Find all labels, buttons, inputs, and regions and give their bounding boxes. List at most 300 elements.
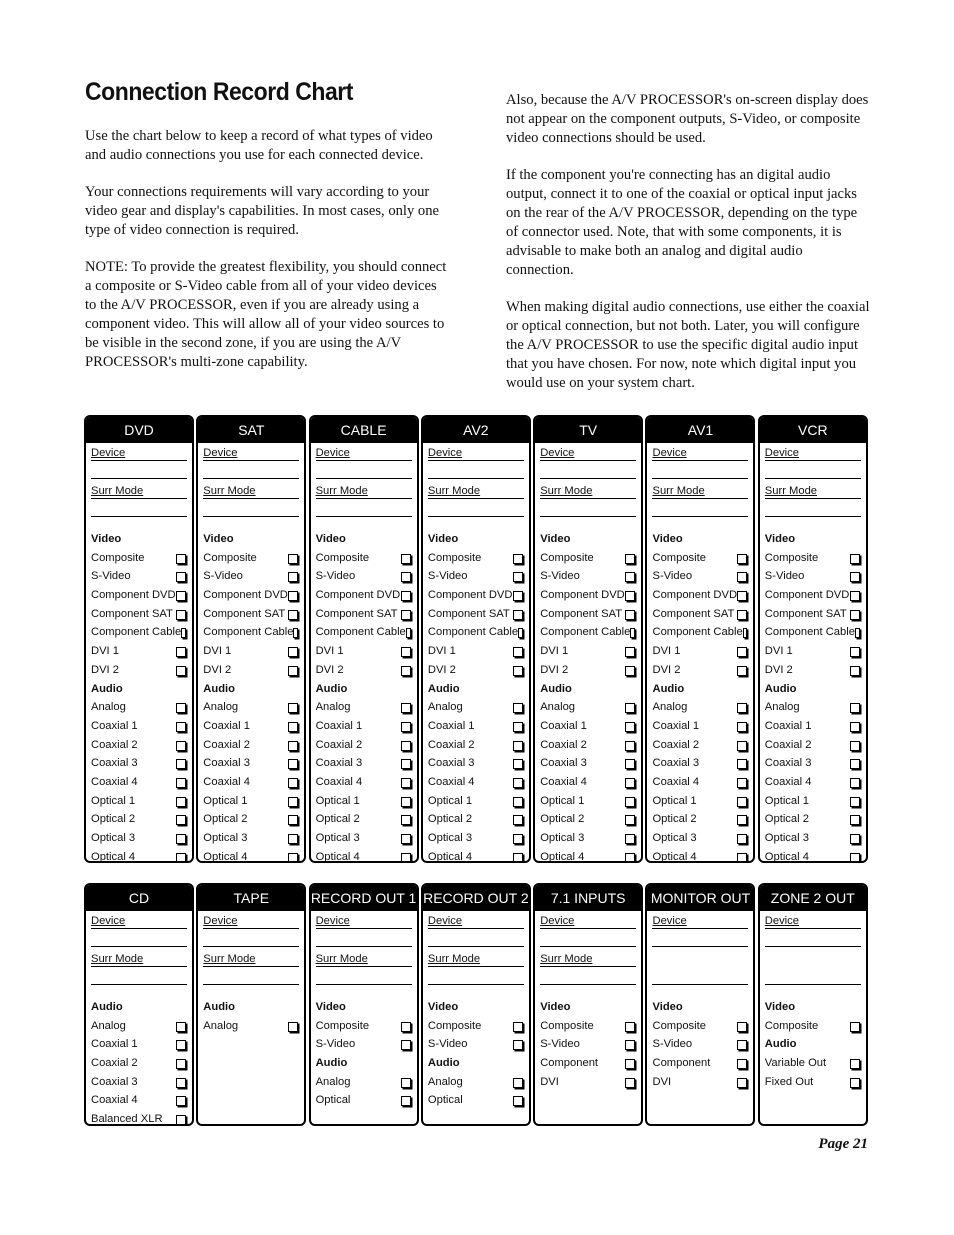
checklist-item — [765, 605, 861, 624]
checkbox[interactable] — [625, 703, 635, 713]
item-label: Analog — [91, 701, 126, 714]
item-label: Analog — [203, 701, 239, 714]
checkbox[interactable] — [513, 1040, 523, 1050]
entry-field[interactable] — [203, 443, 299, 481]
checkbox[interactable] — [737, 666, 747, 676]
item-label: Coaxial 4 — [91, 1094, 138, 1107]
checkbox[interactable] — [850, 647, 860, 657]
checklist-item — [91, 1017, 187, 1036]
checkbox[interactable] — [401, 778, 411, 788]
checklist-item — [316, 623, 412, 642]
section-heading: Video — [203, 533, 234, 545]
checkbox[interactable] — [625, 815, 635, 825]
entry-field[interactable] — [765, 911, 861, 949]
checkbox[interactable] — [625, 741, 635, 751]
checkbox[interactable] — [625, 666, 635, 676]
checklist-item — [765, 1017, 861, 1036]
checklist-item — [652, 810, 748, 829]
entry-field[interactable] — [316, 481, 412, 519]
checkbox[interactable] — [630, 628, 635, 638]
checkbox[interactable] — [288, 703, 298, 713]
checkbox[interactable] — [176, 1022, 186, 1032]
entry-field[interactable] — [91, 481, 187, 519]
entry-field[interactable] — [203, 911, 299, 949]
entry-field[interactable] — [540, 481, 636, 519]
checkbox[interactable] — [850, 759, 860, 769]
entry-field[interactable] — [316, 949, 412, 987]
checkbox[interactable] — [513, 572, 523, 582]
checkbox[interactable] — [176, 1096, 186, 1106]
item-label: Coaxial 3 — [91, 1075, 138, 1088]
checkbox[interactable] — [625, 554, 635, 564]
checkbox[interactable] — [288, 815, 298, 825]
item-label: Composite — [203, 551, 257, 564]
checkbox[interactable] — [850, 853, 860, 863]
checklist-item — [540, 848, 636, 863]
checklist-item — [316, 754, 412, 773]
device-panel — [84, 415, 194, 863]
entry-field[interactable] — [203, 949, 299, 987]
item-label: Coaxial 3 — [652, 757, 700, 770]
checkbox[interactable] — [176, 1115, 186, 1125]
checkbox[interactable] — [513, 853, 523, 863]
item-label: Coaxial 2 — [427, 738, 475, 751]
checkbox[interactable] — [625, 778, 635, 788]
checklist-item — [428, 698, 524, 717]
checkbox[interactable] — [288, 572, 298, 582]
checkbox[interactable] — [176, 759, 186, 769]
checkbox[interactable] — [850, 703, 860, 713]
entry-field[interactable] — [540, 911, 636, 949]
checkbox[interactable] — [850, 1059, 860, 1069]
checkbox[interactable] — [737, 1078, 747, 1088]
field-label: Device — [764, 915, 799, 927]
checkbox[interactable] — [625, 1022, 635, 1032]
checkbox[interactable] — [288, 554, 298, 564]
checkbox[interactable] — [176, 741, 186, 751]
checklist-item — [203, 642, 299, 661]
section-heading: Video — [315, 533, 346, 545]
checkbox[interactable] — [737, 722, 747, 732]
checklist-item — [91, 1110, 187, 1126]
checkbox[interactable] — [737, 815, 747, 825]
item-label: Composite — [427, 551, 482, 564]
entry-field[interactable] — [652, 443, 748, 481]
checklist-item — [428, 1091, 524, 1110]
checkbox[interactable] — [176, 834, 186, 844]
item-label: Component SAT — [652, 607, 735, 620]
checkbox[interactable] — [288, 853, 298, 863]
checklist-item — [316, 829, 412, 848]
panel-body — [198, 911, 304, 1035]
checklist-item — [652, 736, 748, 755]
checkbox[interactable] — [176, 1059, 186, 1069]
checklist-item — [428, 754, 524, 773]
item-label: Optical 4 — [764, 850, 809, 863]
checkbox[interactable] — [288, 797, 298, 807]
checkbox[interactable] — [625, 572, 635, 582]
checkbox[interactable] — [176, 647, 186, 657]
checkbox[interactable] — [513, 591, 523, 601]
write-line — [203, 516, 299, 517]
entry-field[interactable] — [91, 911, 187, 949]
entry-field[interactable] — [316, 911, 412, 949]
paragraph: If the component you're connecting has an digital audio output, connect it to one of the coaxial or optical input jacks on the rear of the A/V PROCESSOR, depending on the type of connector used. Note, that with some components, it is advisable to make both an analog and digital audio connection. — [506, 167, 858, 278]
checkbox[interactable] — [401, 759, 411, 769]
entry-field[interactable] — [203, 481, 299, 519]
checklist-item — [91, 1035, 187, 1054]
checkbox[interactable] — [401, 1022, 411, 1032]
checklist-item — [428, 605, 524, 624]
item-label: Optical 3 — [315, 832, 360, 844]
panel-body — [647, 911, 753, 1091]
checkbox[interactable] — [625, 647, 635, 657]
checklist-item — [765, 754, 861, 773]
checkbox[interactable] — [401, 647, 411, 657]
checkbox[interactable] — [288, 591, 298, 601]
item-label: Optical 3 — [540, 832, 585, 844]
checkbox[interactable] — [513, 741, 523, 751]
item-label: DVI — [540, 1075, 559, 1088]
checklist-item — [428, 848, 524, 863]
write-line — [652, 946, 748, 947]
checklist-item — [91, 1073, 187, 1092]
checkbox[interactable] — [625, 722, 635, 732]
entry-field[interactable] — [540, 443, 636, 481]
item-label: Component — [540, 1057, 599, 1070]
entry-field[interactable] — [652, 481, 748, 519]
write-line — [428, 946, 524, 947]
spacer — [652, 986, 748, 998]
checklist-item — [428, 586, 524, 605]
spacer — [316, 518, 412, 530]
write-line — [91, 984, 187, 985]
checkbox[interactable] — [737, 610, 747, 620]
checklist-item — [316, 1035, 412, 1054]
section-heading: Audio — [427, 682, 460, 695]
checkbox[interactable] — [737, 554, 747, 564]
checkbox[interactable] — [401, 1096, 411, 1106]
checkbox[interactable] — [737, 853, 747, 863]
checklist-item — [428, 623, 524, 642]
field-label: Device — [652, 447, 687, 459]
write-line — [765, 946, 861, 947]
checkbox[interactable] — [401, 591, 411, 601]
entry-field[interactable] — [765, 443, 861, 481]
entry-field[interactable] — [652, 911, 748, 949]
checklist-item — [540, 661, 636, 680]
checkbox[interactable] — [737, 1040, 747, 1050]
checklist-item — [91, 810, 187, 829]
panel-header: DVD — [86, 417, 192, 443]
checkbox[interactable] — [176, 1040, 186, 1050]
checkbox[interactable] — [288, 834, 298, 844]
spacer — [316, 986, 412, 998]
write-line — [652, 498, 748, 499]
checkbox[interactable] — [176, 1078, 186, 1088]
checkbox[interactable] — [176, 572, 186, 582]
checkbox[interactable] — [737, 741, 747, 751]
checkbox[interactable] — [513, 554, 523, 564]
checkbox[interactable] — [625, 834, 635, 844]
checklist-item — [765, 848, 861, 863]
item-label: S-Video — [91, 570, 131, 583]
item-label: Analog — [427, 1075, 463, 1088]
checkbox[interactable] — [850, 834, 860, 844]
checkbox[interactable] — [850, 554, 860, 564]
item-label: Coaxial 1 — [315, 719, 363, 732]
checkbox[interactable] — [513, 610, 523, 620]
item-label: Optical 2 — [652, 813, 697, 826]
checkbox[interactable] — [737, 834, 747, 844]
checkbox[interactable] — [401, 554, 411, 564]
checklist-item — [765, 773, 861, 792]
entry-field[interactable] — [91, 949, 187, 987]
checkbox[interactable] — [737, 591, 747, 601]
checkbox[interactable] — [850, 797, 860, 807]
checklist-item — [91, 549, 187, 568]
checkbox[interactable] — [513, 778, 523, 788]
write-line — [428, 928, 524, 929]
checkbox[interactable] — [176, 815, 186, 825]
checkbox[interactable] — [625, 591, 635, 601]
item-label: Component Cable — [203, 626, 294, 639]
checkbox[interactable] — [737, 759, 747, 769]
checkbox[interactable] — [513, 815, 523, 825]
item-label: Component SAT — [91, 607, 173, 620]
checkbox[interactable] — [288, 647, 298, 657]
checkbox[interactable] — [850, 572, 860, 582]
device-panel — [645, 415, 755, 863]
checkbox[interactable] — [401, 1040, 411, 1050]
checkbox[interactable] — [737, 797, 747, 807]
checkbox[interactable] — [513, 797, 523, 807]
checkbox[interactable] — [401, 722, 411, 732]
panel-body — [311, 443, 417, 863]
checkbox[interactable] — [518, 628, 523, 638]
panel-header: ZONE 2 OUT — [760, 885, 866, 911]
checkbox[interactable] — [737, 1059, 747, 1069]
checkbox[interactable] — [850, 741, 860, 751]
checkbox[interactable] — [513, 759, 523, 769]
checkbox[interactable] — [850, 610, 860, 620]
entry-field[interactable] — [316, 443, 412, 481]
checkbox[interactable] — [401, 815, 411, 825]
item-label: Component — [652, 1057, 711, 1070]
device-panel — [758, 883, 868, 1126]
item-label: Coaxial 3 — [315, 757, 363, 770]
checklist-item — [428, 642, 524, 661]
checkbox[interactable] — [176, 666, 186, 676]
panel-header: RECORD OUT 1 — [311, 885, 417, 911]
checkbox[interactable] — [401, 797, 411, 807]
item-label: DVI 2 — [652, 663, 681, 676]
checkbox[interactable] — [401, 741, 411, 751]
checkbox[interactable] — [288, 778, 298, 788]
entry-field[interactable] — [428, 481, 524, 519]
item-label: Optical 3 — [652, 832, 697, 844]
checkbox[interactable] — [737, 572, 747, 582]
item-label: Optical 4 — [315, 850, 360, 863]
checkbox[interactable] — [181, 628, 186, 638]
checkbox[interactable] — [513, 722, 523, 732]
checklist-item — [765, 661, 861, 680]
checklist-item — [652, 754, 748, 773]
checkbox[interactable] — [401, 666, 411, 676]
checkbox[interactable] — [513, 666, 523, 676]
item-label: Analog — [91, 1019, 126, 1032]
section-heading: Video — [652, 533, 683, 545]
field-label: Device — [540, 447, 575, 459]
item-label: DVI 2 — [427, 663, 456, 676]
spacer — [540, 518, 636, 530]
checklist-item — [652, 848, 748, 863]
checkbox[interactable] — [850, 778, 860, 788]
checkbox[interactable] — [737, 1022, 747, 1032]
checkbox[interactable] — [850, 815, 860, 825]
checkbox[interactable] — [288, 1022, 298, 1032]
spacer — [765, 986, 861, 998]
checkbox[interactable] — [850, 722, 860, 732]
checklist-item — [652, 717, 748, 736]
item-label: Optical 3 — [764, 832, 809, 844]
left-text-column — [85, 127, 451, 390]
checkbox[interactable] — [176, 554, 186, 564]
checkbox[interactable] — [176, 591, 186, 601]
checklist-item — [652, 1073, 748, 1092]
checklist-item — [428, 773, 524, 792]
checklist-item — [203, 848, 299, 863]
spacer — [652, 518, 748, 530]
item-label: Component Cable — [652, 626, 743, 639]
entry-field[interactable] — [428, 911, 524, 949]
checklist-item — [91, 642, 187, 661]
spacer — [91, 986, 187, 998]
checkbox[interactable] — [625, 1078, 635, 1088]
item-label: Analog — [203, 1019, 239, 1032]
spacer — [428, 518, 524, 530]
checklist-item — [428, 661, 524, 680]
checkbox[interactable] — [625, 853, 635, 863]
checkbox[interactable] — [176, 722, 186, 732]
item-label: Component DVD — [764, 589, 850, 602]
checkbox[interactable] — [625, 759, 635, 769]
entry-field[interactable] — [428, 949, 524, 987]
checkbox[interactable] — [850, 1078, 860, 1088]
checklist-item — [765, 717, 861, 736]
item-label: Analog — [764, 701, 800, 714]
checklist-item — [91, 848, 187, 863]
checklist-item — [540, 754, 636, 773]
checkbox[interactable] — [625, 1059, 635, 1069]
item-label: Optical 2 — [540, 813, 585, 826]
checkbox[interactable] — [513, 834, 523, 844]
checkbox[interactable] — [406, 628, 411, 638]
entry-field[interactable] — [540, 949, 636, 987]
checkbox[interactable] — [401, 834, 411, 844]
checkbox[interactable] — [737, 647, 747, 657]
device-panel — [309, 415, 419, 863]
item-label: Component DVD — [203, 589, 288, 602]
checkbox[interactable] — [288, 666, 298, 676]
checkbox[interactable] — [401, 853, 411, 863]
item-label: Coaxial 3 — [427, 757, 475, 770]
checkbox[interactable] — [288, 610, 298, 620]
checkbox[interactable] — [737, 703, 747, 713]
checkbox[interactable] — [513, 1096, 523, 1106]
checkbox[interactable] — [737, 778, 747, 788]
write-line — [428, 498, 524, 499]
checklist-item — [91, 792, 187, 811]
checkbox[interactable] — [625, 610, 635, 620]
checklist-item — [652, 773, 748, 792]
checkbox[interactable] — [625, 797, 635, 807]
section-heading: Video — [91, 533, 122, 545]
item-label: Optical 4 — [203, 850, 248, 863]
checkbox[interactable] — [176, 778, 186, 788]
checkbox[interactable] — [513, 1078, 523, 1088]
checkbox[interactable] — [401, 610, 411, 620]
panel-body — [760, 911, 866, 1091]
panel-header: MONITOR OUT — [647, 885, 753, 911]
paragraph: Also, because the A/V PROCESSOR's on-screen display does not appear on the component outputs, S-Video, or composite video connections should be used. — [506, 92, 869, 146]
checklist-item — [652, 586, 748, 605]
section-heading: Audio — [652, 682, 685, 695]
section-heading: Audio — [91, 1001, 123, 1013]
checklist-item — [316, 1017, 412, 1036]
checkbox[interactable] — [625, 1040, 635, 1050]
checkbox[interactable] — [176, 703, 186, 713]
checkbox[interactable] — [850, 666, 860, 676]
checkbox[interactable] — [850, 591, 860, 601]
checkbox[interactable] — [288, 722, 298, 732]
checkbox[interactable] — [401, 572, 411, 582]
checklist-item — [540, 549, 636, 568]
entry-field[interactable] — [91, 443, 187, 481]
write-line — [540, 498, 636, 499]
checkbox[interactable] — [401, 1078, 411, 1088]
checkbox[interactable] — [850, 1022, 860, 1032]
panel-header: TAPE — [198, 885, 304, 911]
checkbox[interactable] — [855, 628, 860, 638]
entry-field[interactable] — [765, 481, 861, 519]
checkbox[interactable] — [513, 647, 523, 657]
checkbox[interactable] — [288, 741, 298, 751]
checklist-item — [540, 1035, 636, 1054]
field-label: Surr Mode — [540, 484, 593, 497]
section-heading: Video — [540, 1001, 571, 1013]
checkbox[interactable] — [401, 703, 411, 713]
checkbox[interactable] — [513, 703, 523, 713]
checkbox[interactable] — [288, 759, 298, 769]
checkbox[interactable] — [293, 628, 298, 638]
field-label: Surr Mode — [427, 484, 481, 497]
checklist-item — [540, 642, 636, 661]
checkbox[interactable] — [176, 610, 186, 620]
item-label: Analog — [315, 701, 351, 714]
entry-field[interactable] — [428, 443, 524, 481]
item-label: Coaxial 4 — [427, 775, 475, 788]
checklist-item — [91, 754, 187, 773]
checklist-item — [540, 1054, 636, 1073]
checkbox[interactable] — [176, 797, 186, 807]
checkbox[interactable] — [176, 853, 186, 863]
item-label: DVI 1 — [203, 645, 232, 658]
checklist-item — [428, 810, 524, 829]
checkbox[interactable] — [513, 1022, 523, 1032]
item-label: Optical 3 — [203, 832, 248, 844]
checkbox[interactable] — [743, 628, 748, 638]
